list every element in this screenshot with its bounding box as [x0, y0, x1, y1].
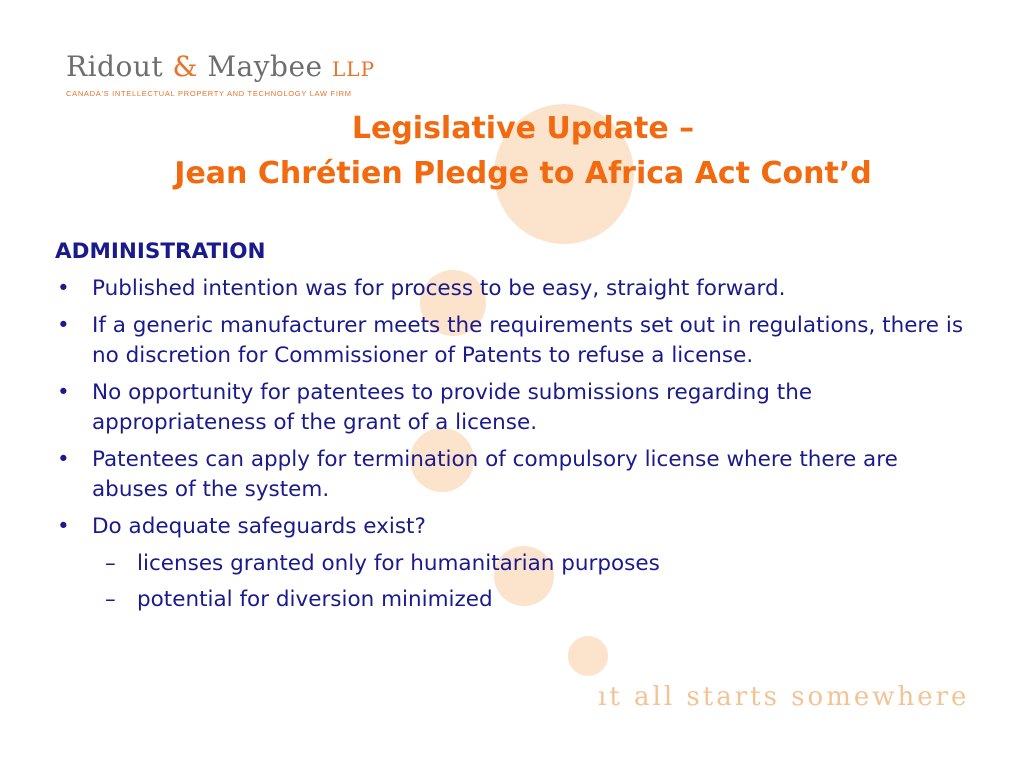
logo-wordmark: [66, 50, 375, 83]
bullet-mark: •: [57, 313, 70, 338]
logo-name-right: Maybee: [207, 50, 323, 83]
bullet-item: [55, 311, 975, 371]
bullet-mark: •: [57, 514, 70, 539]
title-line-2: Jean Chrétien Pledge to Africa Act Cont’d: [174, 156, 872, 191]
logo-ampersand: &: [172, 50, 198, 83]
bullet-mark: •: [57, 380, 70, 405]
bullet-text: Patentees can apply for termination of compulsory license where there are abuses of the system.: [92, 447, 898, 502]
bullet-item: [55, 445, 975, 505]
sub-bullet-mark: –: [105, 587, 116, 612]
bullet-item: [55, 512, 975, 542]
sub-bullet-item: [55, 585, 975, 615]
bullet-item: [55, 378, 975, 438]
bullet-text: No opportunity for patentees to provide submissions regarding the appropriateness of the grant of a license.: [92, 380, 813, 435]
footer-slogan: ıt all starts somewhere: [598, 682, 970, 712]
bullet-mark: •: [57, 447, 70, 472]
sub-bullet-mark: –: [105, 551, 116, 576]
bullet-text: If a generic manufacturer meets the requirements set out in regulations, there is no discretion for Commissioner of Patents to refuse a license.: [92, 313, 964, 368]
sub-bullet-item: [55, 549, 975, 579]
section-heading: ADMINISTRATION: [55, 239, 266, 264]
logo-tagline: CANADA'S INTELLECTUAL PROPERTY AND TECHNOLOGY LAW FIRM: [66, 89, 352, 98]
slide-body: [55, 238, 975, 621]
sub-bullet-text: potential for diversion minimized: [137, 587, 493, 612]
bullet-text: Published intention was for process to be easy, straight forward.: [92, 276, 786, 301]
title-line-1: Legislative Update –: [351, 111, 695, 146]
decor-circle-small: [568, 636, 608, 676]
bullet-item: [55, 274, 975, 304]
company-logo: [66, 50, 375, 98]
sub-bullet-text: licenses granted only for humanitarian purposes: [137, 551, 660, 576]
slide-title: [0, 106, 1024, 196]
bullet-mark: •: [57, 276, 70, 301]
logo-suffix: LLP: [332, 57, 376, 81]
logo-name-left: Ridout: [66, 50, 164, 83]
bullet-text: Do adequate safeguards exist?: [92, 514, 426, 539]
